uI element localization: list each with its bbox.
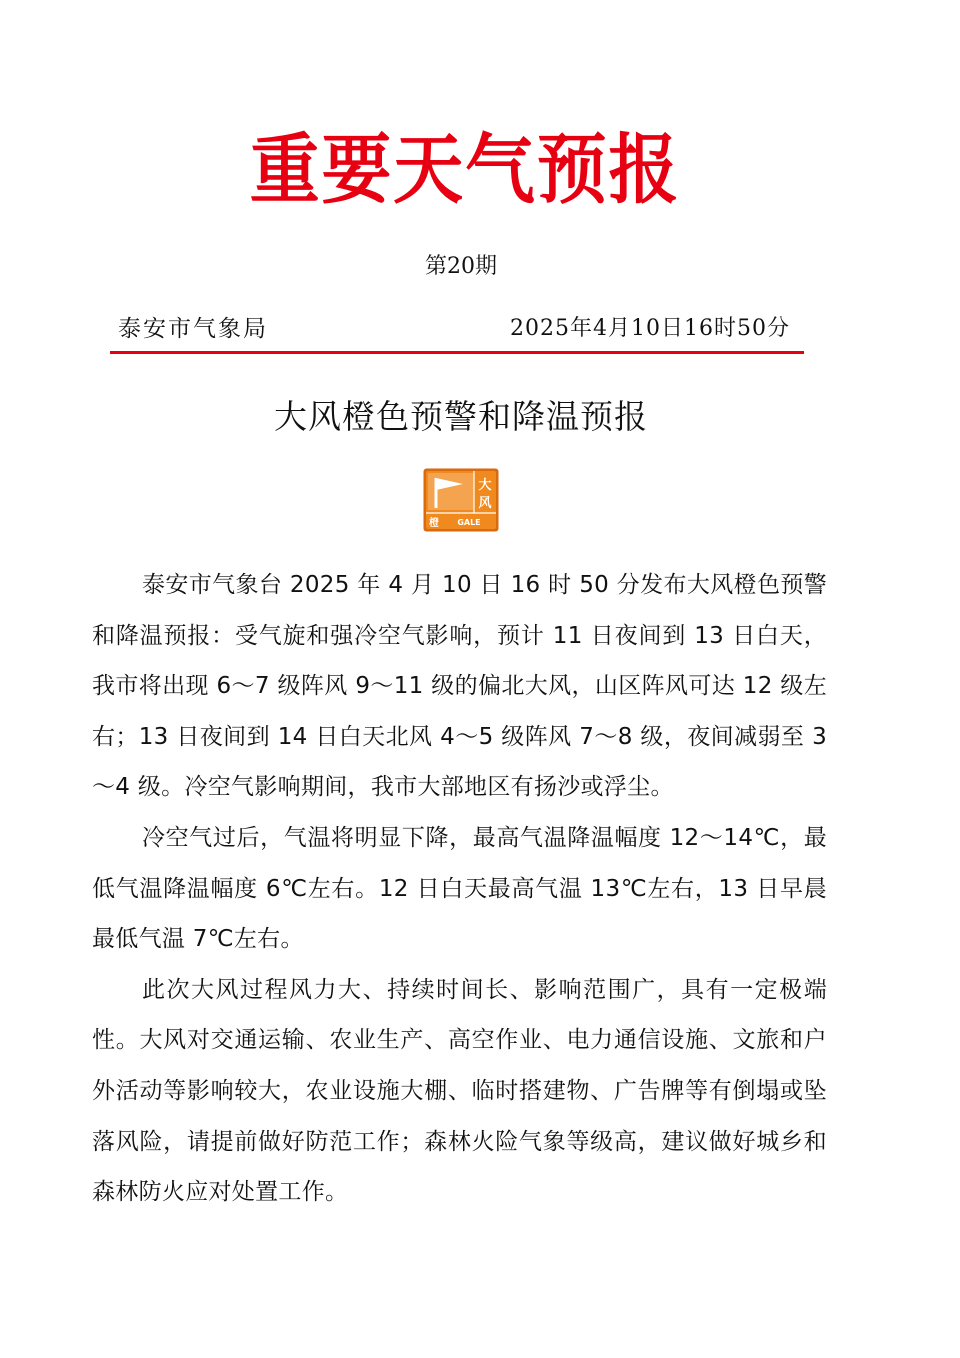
forecast-body: [92, 560, 827, 1218]
signal-char-bottom: 橙: [429, 518, 439, 529]
paragraph-temperature: 冷空气过后，气温将明显下降，最高气温降温幅度 12～14℃，最低气温降温幅度 6℃左右。12 日白天最高气温 13℃左右，13 日早晨最低气温 7℃左右。: [92, 824, 827, 953]
signal-label: GALE: [457, 518, 481, 527]
paragraph-impacts: 此次大风过程风力大、持续时间长、影响范围广，具有一定极端性。大风对交通运输、农业生产、高空作业、电力通信设施、文旅和户外活动等影响较大，农业设施大棚、临时搭建物、广告牌等有倒塌或坠落风险，请提前做好防范工作；森林火险气象等级高，建议做好城乡和森林防火应对处置工作。: [92, 976, 827, 1206]
issuing-agency: 泰安市气象局: [118, 316, 268, 342]
gale-warning-signal: [423, 468, 499, 532]
document-title: 大风橙色预警和降温预报: [274, 397, 648, 436]
issue-number: 第20期: [425, 254, 497, 279]
gale-orange-warning-icon: [423, 468, 499, 532]
signal-char-mid: 风: [478, 496, 492, 511]
issue-datetime: 2025年4月10日16时50分: [510, 316, 790, 341]
signal-char-top: 大: [478, 478, 492, 493]
header-divider: [110, 351, 804, 354]
paragraph-warning: 泰安市气象台 2025 年 4 月 10 日 16 时 50 分发布大风橙色预警和降温预报：受气旋和强冷空气影响，预计 11 日夜间到 13 日白天，我市将出现 6～7 级阵风 9～11 级的偏北大风，山区阵风可达 12 级左右；13 日夜间到 14 日白天北风 4～5 级阵风 7～8 级，夜间减弱至 3～4 级。冷空气影响期间，我市大部地区有扬沙或浮尘。: [92, 572, 827, 801]
masthead-title: 重要天气预报: [249, 125, 681, 214]
